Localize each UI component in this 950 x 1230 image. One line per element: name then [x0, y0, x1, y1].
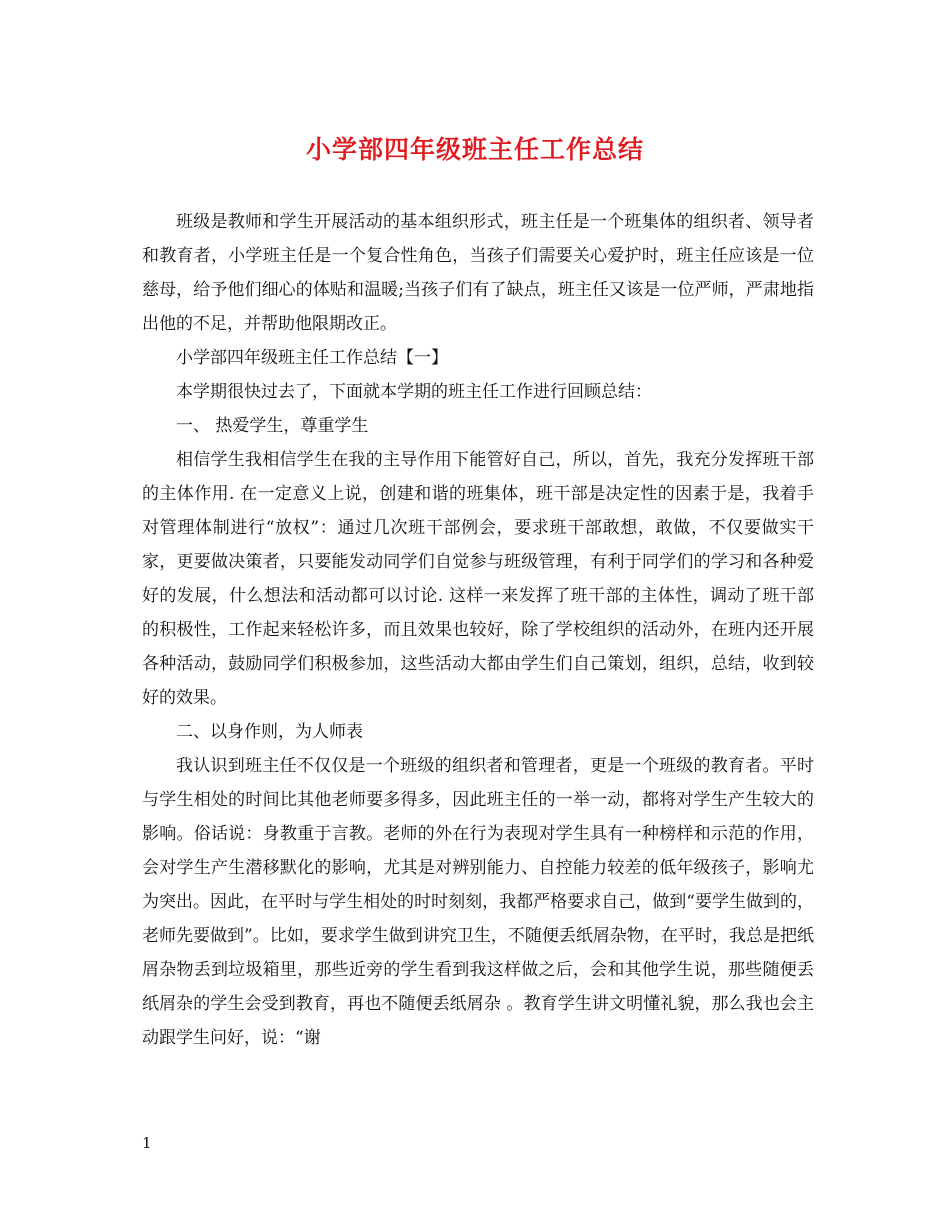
body-paragraph: 相信学生我相信学生在我的主导作用下能管好自己，所以，首先，我充分发挥班干部的主体作用. 在一定意义上说，创建和谐的班集体，班干部是决定性的因素于是，我着手对管理体制进行“放权”：通过几次班干部例会，要求班干部敢想，敢做，不仅要做实干家，更要做决策者，只要能发动同学们自觉参与班级管理，有利于同学们的学习和各种爱好的发展，什么想法和活动都可以讨论. 这样一来发挥了班干部的主体性，调动了班干部的积极性，工作起来轻松许多，而且效果也较好，除了学校组织的活动外，在班内还开展各种活动，鼓励同学们积极参加，这些活动大都由学生们自己策划，组织，总结，收到较好的效果。: [142, 450, 814, 708]
document-title: 小学部四年级班主任工作总结: [305, 135, 644, 164]
intro-paragraph: 班级是教师和学生开展活动的基本组织形式，班主任是一个班集体的组织者、领导者和教育者，小学班主任是一个复合性角色，当孩子们需要关心爱护时，班主任应该是一位慈母，给予他们细心的体贴和温暖;当孩子们有了缺点，班主任又该是一位严师，严肃地指出他的不足，并帮助他限期改正。: [142, 212, 814, 334]
document-body: [142, 205, 814, 1055]
subsection-heading: 一、 热爱学生，尊重学生: [176, 416, 369, 436]
page-number: 1: [142, 1134, 152, 1152]
section-heading: 小学部四年级班主任工作总结【一】: [176, 348, 448, 368]
summary-intro-paragraph: 本学期很快过去了，下面就本学期的班主任工作进行回顾总结：: [176, 382, 652, 402]
subsection-heading: 二、以身作则，为人师表: [176, 722, 363, 742]
body-paragraph: 我认识到班主任不仅仅是一个班级的组织者和管理者，更是一个班级的教育者。平时与学生相处的时间比其他老师要多得多，因此班主任的一举一动，都将对学生产生较大的影响。俗话说：身教重于言教。老师的外在行为表现对学生具有一种榜样和示范的作用，会对学生产生潜移默化的影响，尤其是对辨别能力、自控能力较差的低年级孩子，影响尤为突出。因此，在平时与学生相处的时时刻刻，我都严格要求自己，做到“要学生做到的，老师先要做到”。比如，要求学生做到讲究卫生，不随便丢纸屑杂物，在平时，我总是把纸屑杂物丢到垃圾箱里，那些近旁的学生看到我这样做之后，会和其他学生说，那些随便丢纸屑杂的学生会受到教育，再也不随便丢纸屑杂 。教育学生讲文明懂礼貌，那么我也会主动跟学生问好，说：“谢: [142, 756, 814, 1048]
